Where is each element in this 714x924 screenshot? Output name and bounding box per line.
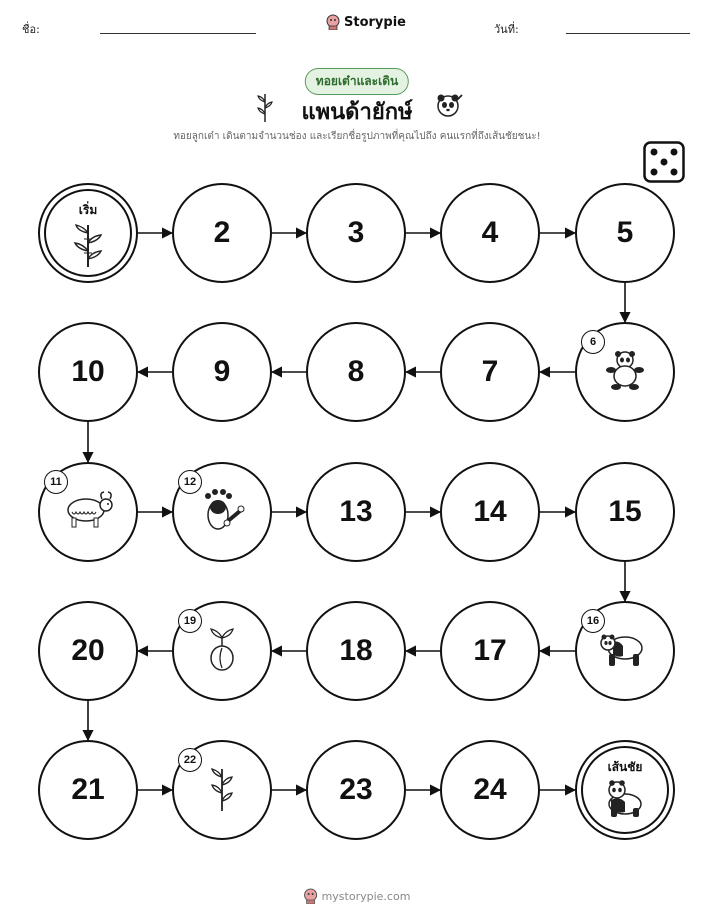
space-number: 5 [616,216,634,249]
space-number: 14 [473,495,507,528]
panda-icon [601,778,649,822]
board-space-5[interactable] [575,183,675,283]
space-number: 21 [71,773,105,806]
finish-space[interactable] [575,740,675,840]
seed-sprout-icon [205,626,239,676]
board-space-18[interactable] [306,601,406,701]
board-space-12[interactable] [172,462,272,562]
space-number-badge: 16 [581,609,605,633]
start-space[interactable] [38,183,138,283]
game-type-badge: ทอยเต๋าและเดิน [305,68,409,95]
space-number: 23 [339,773,373,806]
space-number: 2 [213,216,231,249]
instructions: ทอยลูกเต๋า เดินตามจำนวนช่อง และเรียกชื่อรูปภาพที่คุณไปถึง คนแรกที่ถึงเส้นชัยชนะ! [173,131,541,142]
date-label: วันที่: [494,23,519,36]
board-space-24[interactable] [440,740,540,840]
board-space-17[interactable] [440,601,540,701]
space-number: 20 [71,634,105,667]
page-title: แพนด้ายักษ์ [301,100,413,125]
board-space-11[interactable] [38,462,138,562]
brand-name: Storypie [344,14,406,30]
name-label: ชื่อ: [22,23,40,36]
space-number-badge: 19 [178,609,202,633]
footer [304,888,411,904]
board-space-20[interactable] [38,601,138,701]
start-label: เริ่ม [78,203,98,217]
board-space-16[interactable] [575,601,675,701]
space-number-badge: 12 [178,470,202,494]
board-space-4[interactable] [440,183,540,283]
board-space-19[interactable] [172,601,272,701]
space-number: 24 [473,773,507,806]
space-number: 3 [347,216,365,249]
space-number: 8 [347,355,365,388]
board-space-9[interactable] [172,322,272,422]
board-space-8[interactable] [306,322,406,422]
yak-icon [62,490,114,534]
space-number-badge: 11 [44,470,68,494]
space-number: 18 [339,634,373,667]
board-space-14[interactable] [440,462,540,562]
space-number: 15 [608,495,642,528]
panda-walking-icon [599,628,651,674]
space-number: 10 [71,355,105,388]
board-space-10[interactable] [38,322,138,422]
bamboo-icon [68,221,108,271]
storypie-footer-icon [304,888,318,904]
finish-label: เส้นชัย [607,760,643,774]
space-number: 13 [339,495,373,528]
board-space-22[interactable] [172,740,272,840]
board-space-6[interactable] [575,322,675,422]
board-space-23[interactable] [306,740,406,840]
panda-paw-icon [198,485,246,539]
space-number: 7 [481,355,499,388]
board-space-13[interactable] [306,462,406,562]
space-number: 17 [473,634,507,667]
board-space-3[interactable] [306,183,406,283]
space-number-badge: 22 [178,748,202,772]
board-space-15[interactable] [575,462,675,562]
space-number: 4 [481,216,499,249]
space-number-badge: 6 [581,330,605,354]
board-space-2[interactable] [172,183,272,283]
panda-lying-icon [603,348,647,396]
footer-url[interactable]: mystorypie.com [321,889,411,903]
board-space-21[interactable] [38,740,138,840]
board-space-7[interactable] [440,322,540,422]
space-number: 9 [213,355,231,388]
bamboo-sprig-icon [207,765,237,815]
